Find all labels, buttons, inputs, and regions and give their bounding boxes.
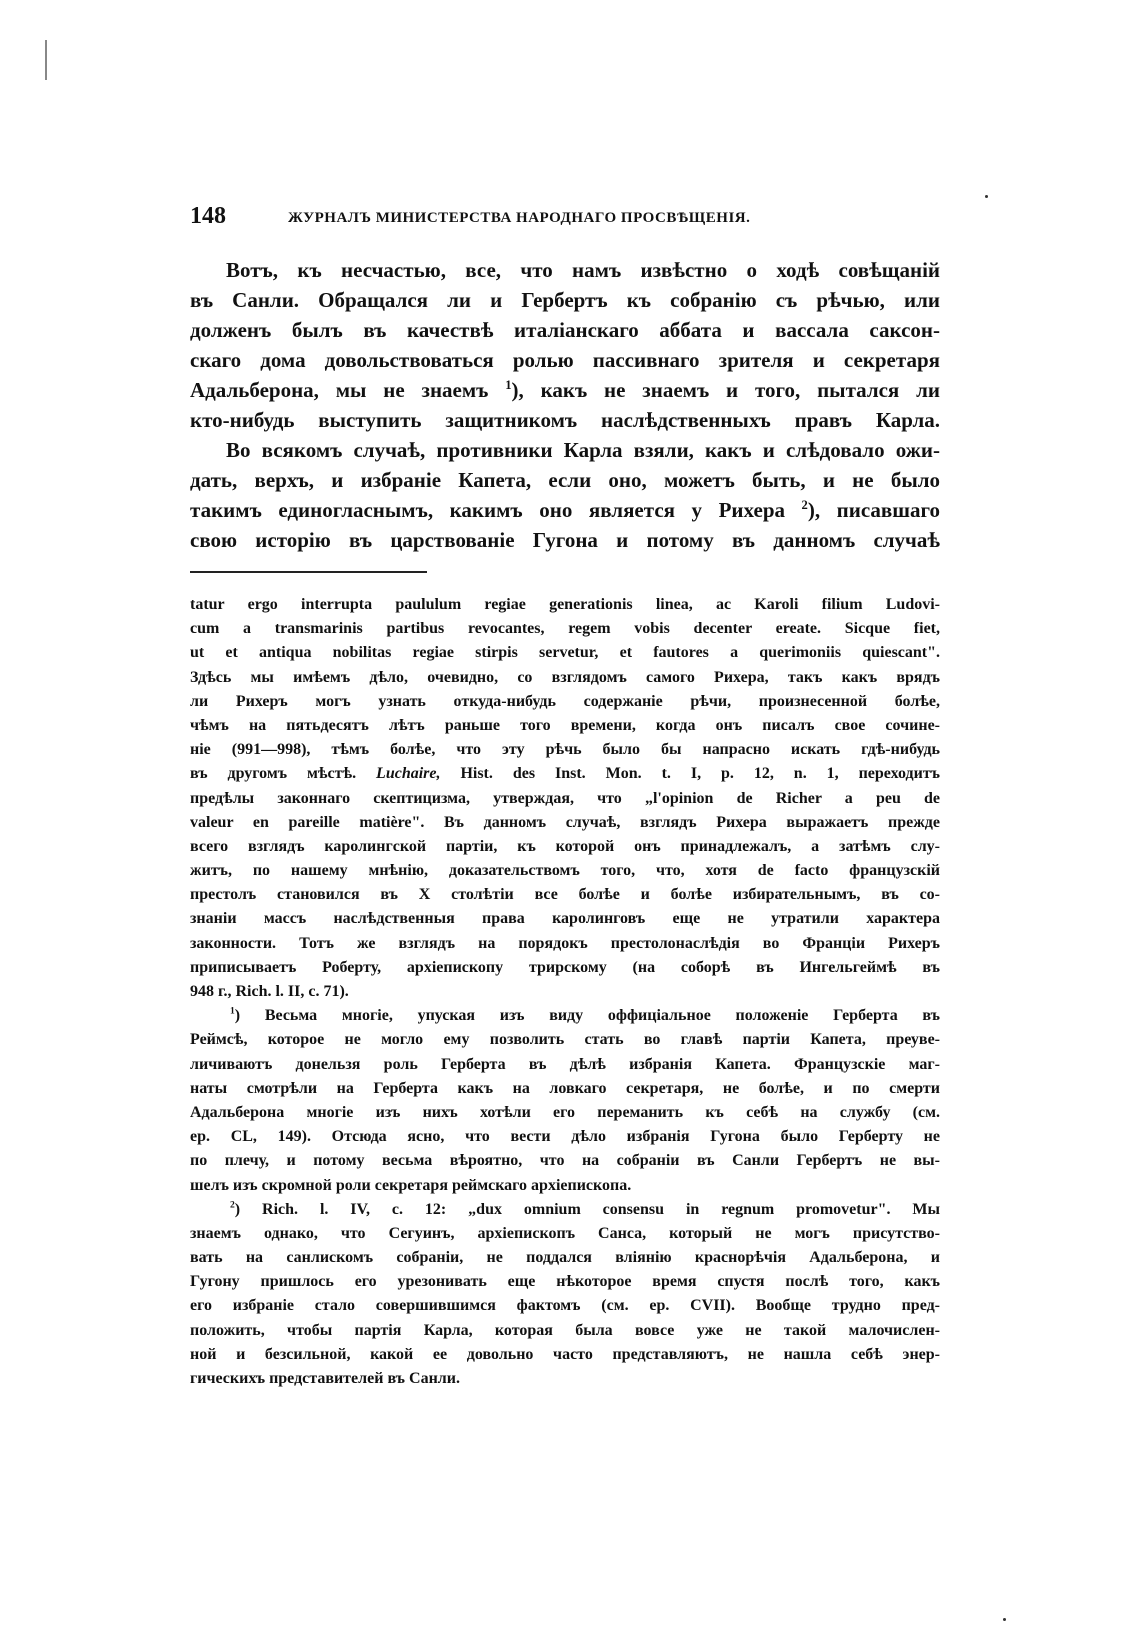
footnote-line: Адальберона многіе изъ нихъ хотѣли его переманить къ себѣ на службу (см. — [190, 1103, 940, 1121]
text-line — [190, 495, 940, 525]
footnotes — [190, 593, 940, 1391]
text-segment: Адальберона, мы не знаемъ — [190, 378, 506, 402]
text-line: дать, верхъ, и избраніе Капета, если оно, можетъ быть, и не было — [190, 468, 940, 492]
footnote-line: ut et antiqua nobilitas regiae stirpis servetur, et fautores a querimoniis quiescant". — [190, 644, 940, 662]
footnote-line: tatur ergo interrupta paululum regiae generationis linea, ac Karoli filium Ludovi- — [190, 596, 940, 613]
speck — [985, 195, 988, 198]
footnote-line: чѣмъ на пятьдесятъ лѣтъ раньше того времени, когда онъ писалъ свое сочине- — [190, 716, 940, 734]
footnote-line — [190, 762, 940, 786]
text-line: долженъ былъ въ качествѣ италіанскаго аббата и вассала саксон- — [190, 318, 940, 342]
text-segment: такимъ единогласнымъ, какимъ оно является у Рихера — [190, 498, 802, 522]
footnote-line: по плечу, и потому весьма вѣроятно, что на собраніи въ Санли Гербертъ не вы- — [190, 1152, 940, 1170]
footnote-line: 948 г., Rich. l. II, с. 71). — [190, 983, 349, 1000]
text-line: кто-нибудь выступить защитникомъ наслѣдственныхъ правъ Карла. — [190, 408, 940, 432]
running-head: ЖУРНАЛЪ МИНИСТЕРСТВА НАРОДНАГО ПРОСВѢЩЕНІЯ. — [288, 210, 751, 226]
footnote-line: личиваютъ донельзя роль Герберта въ дѣлѣ избранія Капета. Французскіе маг- — [190, 1055, 940, 1073]
footnote-line: ер. CL, 149). Отсюда ясно, что вести дѣло избранія Гугона было Герберту не — [190, 1128, 940, 1146]
footnote-line: Здѣсь мы имѣемъ дѣло, очевидно, со взглядомъ самого Рихера, такъ какъ врядъ — [190, 668, 940, 686]
text-segment: ) Rich. l. IV, с. 12: „dux omnium consensu in regnum promovetur". Мы — [234, 1200, 940, 1218]
footnote-line: Реймсѣ, которое не могло ему позволить стать во главѣ партіи Капета, преуве- — [190, 1031, 940, 1049]
footnote-line: шелъ изъ скромной роли секретаря реймскаго архіепископа. — [190, 1176, 632, 1194]
footnote-line: гическихъ представителей въ Санли. — [190, 1370, 460, 1387]
text-line: въ Санли. Обращался ли и Гербертъ къ собранію съ рѣчью, или — [190, 288, 940, 312]
footnote-line: наты смотрѣли на Герберта какъ на ловкаго секретаря, не болѣе, и по смерти — [190, 1079, 940, 1097]
text-line — [190, 375, 940, 405]
footnote-number: 1 — [230, 1005, 235, 1017]
text-line: Вотъ, къ несчастью, все, что намъ извѣстно о ходѣ совѣщаній — [226, 258, 940, 282]
author-name: Luchaire, — [376, 765, 441, 783]
text-segment: въ другомъ мѣстѣ. — [190, 765, 377, 783]
footnote-line: положить, чтобы партія Карла, которая была вовсе уже не такой малочислен- — [190, 1321, 940, 1339]
text-segment: ) Весьма многіе, упуская изъ виду оффиціальное положеніе Герберта въ — [234, 1007, 940, 1025]
footnote-line: вать на санлискомъ собраніи, не поддался вліянію краснорѣчія Адальберона, и — [190, 1249, 940, 1267]
footnote-line — [190, 1004, 940, 1028]
footnote-line: ли Рихеръ могъ узнать откуда-нибудь содержаніе рѣчи, произнесенной болѣе, — [190, 692, 940, 710]
footnote-line: ніе (991—998), тѣмъ болѣе, что эту рѣчь было бы напрасно искать гдѣ-нибудь — [190, 741, 940, 759]
footnote-ref: 1 — [505, 378, 512, 392]
footnote-line: Гугону пришлось его урезонивать еще нѣкоторое время спустя послѣ того, какъ — [190, 1273, 940, 1291]
text-segment: ), писавшаго — [807, 498, 940, 522]
page-header — [190, 203, 950, 233]
footnote-line: знаемъ однако, что Сегуинъ, архіепископъ Санса, который не могъ присутство- — [190, 1224, 940, 1242]
footnote-line: знаніи массъ наслѣдственныя права каролинговъ еще не утратили характера — [190, 910, 940, 928]
footnote-line: житъ, по нашему мнѣнію, доказательствомъ того, что, хотя de facto французскій — [190, 862, 940, 880]
footnote-line: законности. Тотъ же взглядъ на порядокъ престолонаслѣдія во Франціи Рихеръ — [190, 934, 940, 952]
footnote-line: ной и безсильной, какой ее довольно часто представляютъ, не нашла себѣ энер- — [190, 1345, 940, 1363]
footnote-line: его избраніе стало совершившимся фактомъ (см. ер. CVII). Вообще трудно пред- — [190, 1297, 940, 1315]
text-line: скаго дома довольствоваться ролью пассивнаго зрителя и секретаря — [190, 348, 940, 372]
text-segment: ), какъ не знаемъ и того, пытался ли — [511, 378, 940, 402]
footnote-line: предѣлы законнаго скептицизма, утверждая, что „l'opinion de Richer a peu de — [190, 789, 940, 807]
footnote-ref: 2 — [801, 498, 808, 512]
text-line: свою исторію въ царствованіе Гугона и потому въ данномъ случаѣ — [190, 528, 940, 552]
footnote-number: 2 — [230, 1199, 235, 1211]
footnote-rule — [190, 571, 427, 573]
main-text — [190, 255, 940, 555]
text-segment: Hist. des Inst. Mon. t. I, p. 12, n. 1, переходитъ — [440, 765, 940, 783]
footnote-line: приписываетъ Роберту, архіепископу трирскому (на соборѣ въ Ингельгеймѣ въ — [190, 958, 940, 976]
footnote-line — [190, 1198, 940, 1222]
scan-edge-mark — [45, 40, 47, 80]
footnote-line: cum a transmarinis partibus revocantes, regem vobis decenter ereate. Sicque fiet, — [190, 620, 940, 638]
footnote-line: престолъ становился въ X столѣтіи все болѣе и болѣе избирательнымъ, въ со- — [190, 886, 940, 904]
page-number: 148 — [190, 203, 226, 229]
footnote-line: всего взглядъ каролингской партіи, къ которой онъ принадлежалъ, а затѣмъ слу- — [190, 837, 940, 855]
speck — [1003, 1618, 1006, 1621]
text-line: Во всякомъ случаѣ, противники Карла взяли, какъ и слѣдовало ожи- — [226, 438, 940, 462]
footnote-line: valeur en pareille matière". Въ данномъ случаѣ, взглядъ Рихера выражаетъ прежде — [190, 813, 940, 831]
